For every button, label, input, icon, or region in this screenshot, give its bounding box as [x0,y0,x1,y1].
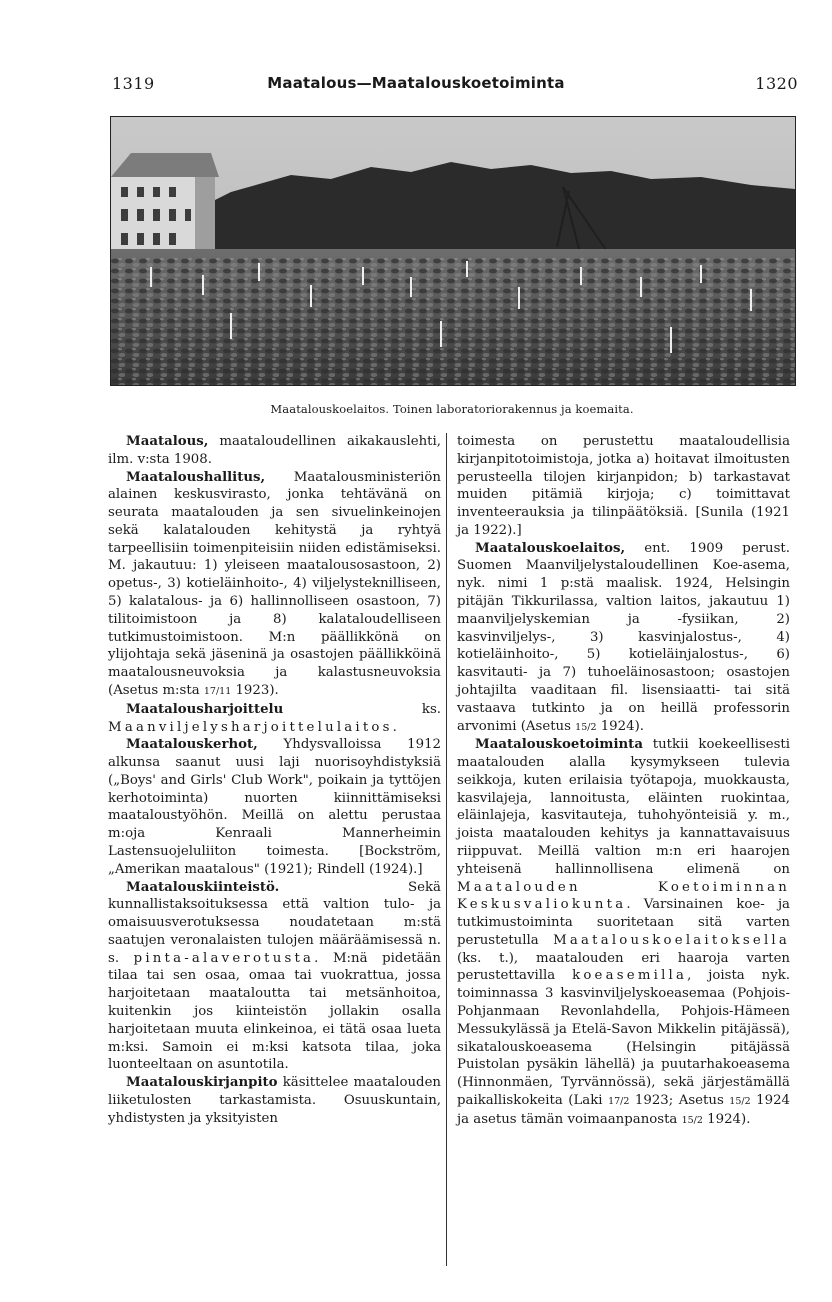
crop-rows [111,257,795,385]
entry-maatalouskoetoiminta [457,736,790,1129]
entry-text: tutkii koekeellisesti maatalouden alalla kysymykseen tulevia seikkoja, kuten erilaisia työtapoja, muokkausta, kasvilajeja, lannoitusta, eläinten ruokintaa, eläinlajeja, kasvitauteja, tuhohyönteisiä y. m., joista maatalouden kehitys ja kannattavaisuus riippuvat. Meillä valtion m:n eri haarojen yhteisenä hallinnollisena elimenä on [457,737,790,877]
entry-text: toimesta on perustettu maataloudellisia kirjanpitotoimistoja, jotka a) hoitavat ilmoitusten perusteella tilojen kirjanpidon; b) tarkastavat muiden pitämiä kirjoja; c) toimittavat inventeerauksia ja tilinpäätöksiä. [Sunila (1921 ja 1922).] [457,434,790,538]
entry-text: . Varsinainen koe- ja tutkimustoiminta suoritetaan sitä varten perustetulla [457,897,790,948]
cross-reference: Maanviljelysharjoittelulaitos [108,719,393,735]
entry-text: maataloudellinen aikakauslehti, ilm. v:sta 1908. [108,434,441,467]
page-number-left: 1319 [112,74,155,93]
photograph-field-station [110,116,796,386]
headword: Maatalouskoetoiminta [475,737,643,753]
entry-maataloushallitus [108,469,441,701]
entry-text: 1924 ja asetus tämän voimaanpanosta [457,1092,790,1127]
column-right [457,433,790,1129]
entry-maatalouskiinteisto [108,879,441,1075]
column-divider [446,433,447,1266]
headword: Maatalouskoelaitos, [475,540,626,556]
entry-continuation [457,433,790,540]
entry-text: Sekä kunnallistaksoituksessa että valtion tulo- ja omaisuusverotuksessa noudatetaan m:stä saatujen veronalaisten tulojen määräämisessä n. s. [108,879,441,966]
entry-maatalous [108,433,441,469]
entry-text: . [392,719,397,735]
cross-reference: Maatalouskoelaitoksella [553,932,790,948]
headword: Maatalouskirjanpito [126,1075,278,1091]
cross-reference: koeasemilla [572,968,688,984]
entry-text: käsittelee maatalouden liiketulosten tarkastamista. Osuuskuntain, yhdistysten ja yksityisten [108,1075,441,1126]
entry-text: Yhdysvalloissa 1912 alkunsa saanut uusi laji nuorisoyhdistyksiä („Boys' and Girls' Club Work", poikain ja tyttöjen kerhotoiminta) nuorten kiinnittämiseksi maataloustyöhön. Meillä on alettu perustaa m:oja Kenraali Mannerheimin Lastensuojeluliiton toimesta. [Bockström, „Amerikan maatalous" (1921); Rindell (1924).] [108,737,441,877]
headword: Maataloushallitus, [126,469,266,485]
entry-text: Maatalousministeriön alainen keskusvirasto, jonka tehtävänä on seurata maatalouden ja sen sivuelinkeinojen sekä kalatalouden kehitystä ja ryhtyä tarpeellisiin toimenpiteisiin niiden edistämiseksi. M. jakautuu: 1) yleiseen maatalousosastoon, 2) opetus-, 3) kotieläinhoito-, 4) viljelysteknilliseen, 5) kalatalous- ja 6) hallinnolliseen osastoon, 7) tilitoimistoon ja 8) kalataloudelliseen tutkimustoimistoon. M:n päällikkönä on ylijohtaja sekä jäseninä ja osastojen päällikköinä maatalousneuvoksia ja kalastusneuvoksia (Asetus m:sta [108,469,441,698]
entry-maatalouskerhot [108,736,441,878]
entry-text: 1924). [702,1111,751,1127]
running-head [0,74,832,100]
entry-maatalouskoelaitos [457,540,790,737]
entry-text: 1923). [231,682,279,698]
entry-maatalouskirjanpito [108,1074,441,1127]
entry-text: 1924). [596,718,644,734]
date-fraction: 15/2 [729,1095,751,1107]
building [111,153,219,257]
entry-text: , joista nyk. toiminnassa 3 kasvinviljelyskoeasemaa (Pohjois-Pohjanmaan Revonlahdella, Pohjois-Hämeen Messukylässä ja Etelä-Savon Mikkelin pitäjässä), sikatalouskoeasema (Helsingin pitäjässä Puistolan pysäkin lähellä) ja puutarhakoeasema (Hinnonmäen, Tyrvännössä), sekä järjestämällä paikalliskokeita (Laki [457,968,790,1108]
running-title: Maatalous—Maatalouskoetoiminta [267,74,565,92]
headword: Maatalouskerhot, [126,737,258,753]
cross-reference: pinta-alaverotusta [133,950,315,966]
photo-caption: Maatalouskoelaitos. Toinen laboratoriorakennus ja koemaita. [270,402,634,416]
headword: Maatalouskiinteistö. [126,879,280,895]
entry-maatalousharjoittelu [108,701,441,737]
entry-text: ks. [283,701,441,717]
headword: Maatalous, [126,434,209,449]
headword: Maatalousharjoittelu [126,701,284,717]
entry-text: 1923; Asetus [629,1092,730,1108]
cross-reference: Maatalouden Koetoiminnan Keskusvaliokunta [457,879,790,913]
date-fraction: 15/2 [575,721,597,733]
entry-text: (ks. t.), maatalouden eri haaroja varten perustettavilla [457,950,790,984]
column-left [108,433,441,1127]
date-fraction: 17/11 [203,685,232,697]
entry-text: ent. 1909 perust. Suomen Maanviljelystaloudellinen Koe-asema, nyk. nimi 1 p:stä maalisk. 1924, Helsingin pitäjän Tikkurilassa, valtion laitos, jakautuu 1) maanviljelyskemian ja -fysiikan, 2) kasvinviljelys-, 3) kasvinjalostus-, 4) kotieläinhoito-, 5) kotieläinjalostus-, 6) kasvitauti- ja 7) tuhoeläinosastoon; osastojen johtajilta vaaditaan fil. lisensiaatti- tai sitä vastaava tutkinto ja on heillä professorin arvonimi (Asetus [457,540,790,734]
date-fraction: 17/2 [608,1095,630,1107]
page-number-right: 1320 [755,74,798,93]
date-fraction: 15/2 [681,1114,703,1126]
entry-text: . M:nä pidetään tilaa tai sen osaa, omaa tai vuokrattua, jossa harjoitetaan maataloutta tai metsänhoitoa, kuitenkin jos kiinteistön jollakin osalla harjoitetaan muuta elinkeinoa, ei tätä osaa lueta m:ksi. Samoin ei m:ksi katsota tilaa, joka luonteeltaan on asuntotila. [108,950,441,1073]
